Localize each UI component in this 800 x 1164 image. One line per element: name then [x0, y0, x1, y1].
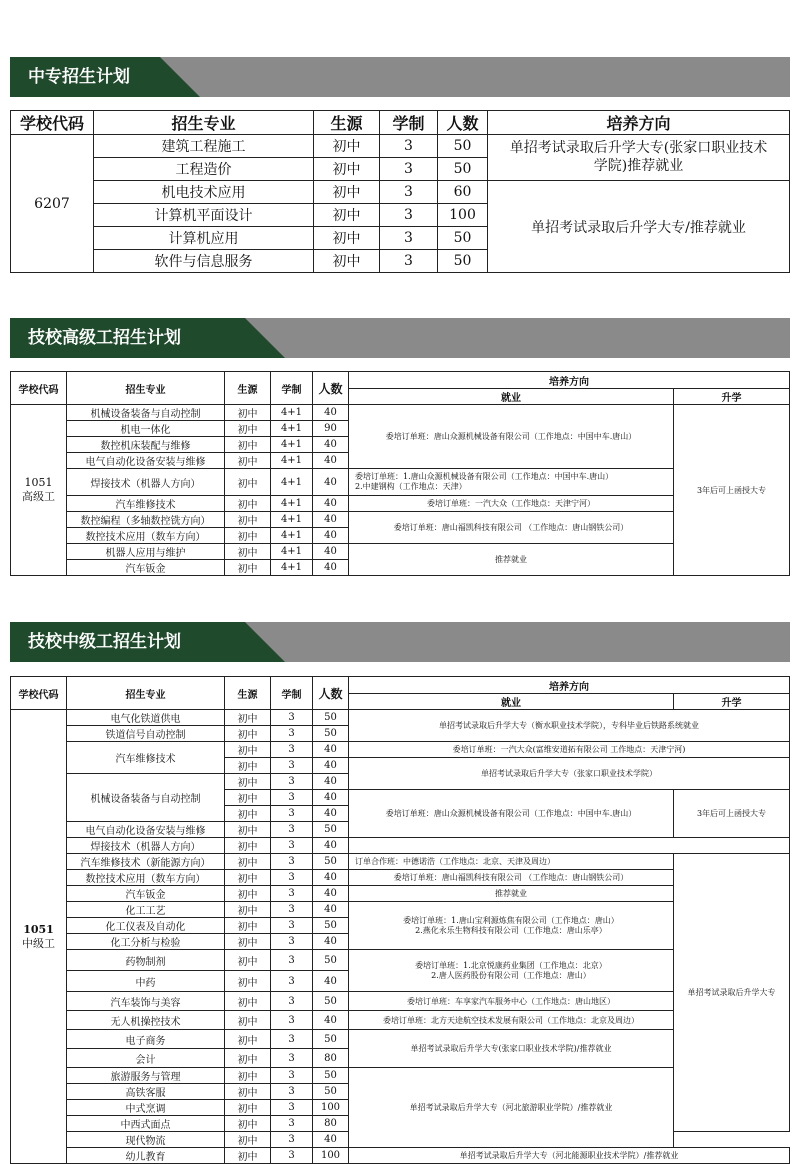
table-cell: 3: [271, 1100, 313, 1116]
table-cell: 3: [271, 726, 313, 742]
table-cell: 初中: [225, 421, 271, 437]
table-cell: 汽车装饰与美容: [67, 992, 225, 1011]
table-cell: 3: [380, 135, 438, 158]
table-cell: 旅游服务与管理: [67, 1068, 225, 1084]
col-further: 升学: [674, 694, 790, 710]
table-cell: 90: [313, 421, 349, 437]
table-cell: 40: [313, 742, 349, 758]
table-cell: 40: [313, 1011, 349, 1030]
table-cell: 60: [438, 181, 488, 204]
table-cell: 3: [271, 992, 313, 1011]
table-cell: 中式烹调: [67, 1100, 225, 1116]
table-cell: 会计: [67, 1049, 225, 1068]
table-cell: 初中: [225, 1132, 271, 1148]
table-cell: 3: [271, 1068, 313, 1084]
col-years: 学制: [271, 677, 313, 710]
col-direction: 培养方向: [349, 372, 790, 389]
table-cell: 40: [313, 560, 349, 576]
col-source: 生源: [225, 372, 271, 405]
table-cell: 50: [438, 250, 488, 273]
table-cell: 3: [271, 822, 313, 838]
table-cell: 40: [313, 544, 349, 560]
table-cell: 40: [313, 1132, 349, 1148]
table-cell: 电气化铁道供电: [67, 710, 225, 726]
table-cell: 3: [271, 918, 313, 934]
table-cell: 3: [271, 971, 313, 992]
table-cell: 3: [271, 1030, 313, 1049]
table-cell: 40: [313, 469, 349, 496]
table-cell: 初中: [314, 135, 380, 158]
table-cell: 40: [313, 528, 349, 544]
gaojigong-table: [10, 371, 790, 576]
table-cell: 3: [271, 710, 313, 726]
table-cell: 初中: [225, 453, 271, 469]
table-cell: 40: [313, 453, 349, 469]
table-cell: 4+1: [271, 560, 313, 576]
table-cell: 50: [313, 992, 349, 1011]
table-cell: 50: [313, 710, 349, 726]
table-cell: 初中: [225, 971, 271, 992]
table-cell: 现代物流: [67, 1132, 225, 1148]
table-cell: 幼儿教育: [67, 1148, 225, 1164]
section-banner-2: [10, 318, 790, 358]
table-cell: 机器人应用与维护: [67, 544, 225, 560]
table-cell: 机械设备装备与自动控制: [67, 405, 225, 421]
table-cell: 初中: [314, 181, 380, 204]
further-cell: 3年后可上函授大专: [674, 405, 790, 576]
col-years: 学制: [271, 372, 313, 405]
table-cell: 初中: [225, 710, 271, 726]
table-cell: 初中: [314, 204, 380, 227]
table-cell: 机电一体化: [67, 421, 225, 437]
table-cell: 3: [271, 1148, 313, 1164]
direction-cell: 单招考试录取后升学大专/推荐就业: [488, 181, 790, 273]
table-cell: 4+1: [271, 421, 313, 437]
table-cell: 3: [380, 158, 438, 181]
table-cell: 无人机操控技术: [67, 1011, 225, 1030]
table-cell: 化工仪表及自动化: [67, 918, 225, 934]
school-code: 1051 高级工: [11, 405, 67, 576]
table-cell: 3: [271, 742, 313, 758]
employment-cell: 委培订单班：唐山众源机械设备有限公司（工作地点：中国中车.唐山）: [349, 790, 674, 838]
col-major: 招生专业: [67, 677, 225, 710]
table-cell: 80: [313, 1049, 349, 1068]
school-code: 1051 中级工: [11, 710, 67, 1164]
table-cell: 初中: [225, 870, 271, 886]
table-cell: 40: [313, 512, 349, 528]
employment-cell: 委培订单班：1.唐山众源机械设备有限公司（工作地点：中国中车.唐山） 2.中建钢构（工作地点：天津）: [349, 469, 674, 496]
table-cell: 40: [313, 934, 349, 950]
table-cell: 40: [313, 790, 349, 806]
table-cell: 建筑工程施工: [94, 135, 314, 158]
table-cell: 3: [271, 790, 313, 806]
table-cell: 化工分析与检验: [67, 934, 225, 950]
table-cell: 初中: [225, 726, 271, 742]
table-cell: 3: [271, 1116, 313, 1132]
table-cell: 80: [313, 1116, 349, 1132]
table-cell: 3: [271, 950, 313, 971]
direction-cell: 委培订单班：一汽大众(富维安道拓有限公司 工作地点：天津宁河): [349, 742, 790, 758]
table-cell: 4+1: [271, 453, 313, 469]
table-cell: 初中: [225, 742, 271, 758]
direction-cell: [349, 838, 790, 854]
table-cell: 初中: [225, 902, 271, 918]
col-employment: 就业: [349, 694, 674, 710]
table-cell: 3: [271, 758, 313, 774]
col-school-code: 学校代码: [11, 372, 67, 405]
table-cell: 40: [313, 902, 349, 918]
table-cell: 3: [271, 1049, 313, 1068]
table-cell: 3: [271, 870, 313, 886]
table-cell: 3: [271, 1132, 313, 1148]
table-cell: 汽车钣金: [67, 560, 225, 576]
col-count: 人数: [438, 111, 488, 135]
col-source: 生源: [225, 677, 271, 710]
table-cell: 初中: [225, 544, 271, 560]
employment-cell: 单招考试录取后升学大专(张家口职业技术学院)/推荐就业: [349, 1030, 674, 1068]
table-cell: 4+1: [271, 528, 313, 544]
employment-cell: 推荐就业: [349, 544, 674, 576]
table-cell: 40: [313, 437, 349, 453]
table-cell: 数控技术应用（数车方向）: [67, 528, 225, 544]
employment-cell: 委培订单班：1.唐山宝利源炼焦有限公司（工作地点：唐山） 2.燕化永乐生物科技有限公司（工作地点：唐山乐亭）: [349, 902, 674, 950]
table-cell: 电子商务: [67, 1030, 225, 1049]
employment-cell: 委培订单班：唐山福凯科技有限公司 （工作地点：唐山钢铁公司）: [349, 870, 674, 886]
table-cell: 初中: [225, 1100, 271, 1116]
table-cell: 数控机床装配与维修: [67, 437, 225, 453]
section-banner-1: [10, 57, 790, 97]
employment-cell: 委培订单班：1.北京悦康药业集团（工作地点：北京） 2.唐人医药股份有限公司（工作地点：唐山）: [349, 950, 674, 992]
employment-cell: 委培订单班：唐山众源机械设备有限公司（工作地点：中国中车.唐山）: [349, 405, 674, 469]
table-cell: 40: [313, 758, 349, 774]
table-cell: 初中: [225, 1148, 271, 1164]
table-cell: 初中: [225, 1049, 271, 1068]
table-cell: 药物制剂: [67, 950, 225, 971]
col-count: 人数: [313, 372, 349, 405]
table-cell: 工程造价: [94, 158, 314, 181]
employment-cell: 推荐就业: [349, 886, 674, 902]
table-cell: 初中: [225, 790, 271, 806]
zhongzhuan-table: [10, 110, 790, 273]
table-cell: 中药: [67, 971, 225, 992]
table-cell: 50: [438, 135, 488, 158]
employment-cell: 委培订单班：一汽大众（工作地点：天津宁河）: [349, 496, 674, 512]
table-cell: 4+1: [271, 469, 313, 496]
table-cell: 中西式面点: [67, 1116, 225, 1132]
table-cell: 初中: [225, 528, 271, 544]
table-cell: 初中: [225, 854, 271, 870]
table-cell: 50: [313, 950, 349, 971]
table-cell: 50: [313, 1084, 349, 1100]
col-direction: 培养方向: [349, 677, 790, 694]
table-cell: 初中: [225, 1084, 271, 1100]
further-cell: 单招考试录取后升学大专: [674, 854, 790, 1132]
table-cell: 40: [313, 838, 349, 854]
table-cell: 汽车维修技术（新能源方向）: [67, 854, 225, 870]
table-cell: 初中: [314, 158, 380, 181]
table-cell: 50: [313, 1030, 349, 1049]
direction-cell: 单招考试录取后升学大专（河北能源职业技术学院）/推荐就业: [349, 1148, 790, 1164]
table-cell: 50: [313, 854, 349, 870]
table-cell: 初中: [225, 950, 271, 971]
table-cell: 50: [313, 822, 349, 838]
table-cell: 初中: [225, 806, 271, 822]
col-source: 生源: [314, 111, 380, 135]
table-cell: 初中: [225, 405, 271, 421]
table-cell: 初中: [225, 560, 271, 576]
table-cell: 3: [380, 250, 438, 273]
table-cell: 3: [271, 934, 313, 950]
table-cell: 初中: [225, 1068, 271, 1084]
table-cell: 初中: [225, 934, 271, 950]
col-major: 招生专业: [67, 372, 225, 405]
table-cell: 数控技术应用（数车方向）: [67, 870, 225, 886]
col-further: 升学: [674, 389, 790, 405]
col-count: 人数: [313, 677, 349, 710]
table-cell: 初中: [225, 469, 271, 496]
table-cell: 3: [380, 204, 438, 227]
col-years: 学制: [380, 111, 438, 135]
direction-cell: 单招考试录取后升学大专（张家口职业技术学院）: [349, 758, 790, 790]
table-cell: 高铁客服: [67, 1084, 225, 1100]
table-cell: 4+1: [271, 496, 313, 512]
employment-cell: 单招考试录取后升学大专（河北旅游职业学院）/推荐就业: [349, 1068, 674, 1148]
table-cell: 3: [380, 181, 438, 204]
further-cell: 3年后可上函授大专: [674, 790, 790, 838]
employment-cell: 委培订单班：车享家汽车服务中心（工作地点：唐山地区）: [349, 992, 674, 1011]
table-cell: 3: [271, 1084, 313, 1100]
table-cell: 初中: [225, 918, 271, 934]
table-cell: 初中: [225, 1011, 271, 1030]
table-cell: 50: [313, 726, 349, 742]
col-school-code: 学校代码: [11, 677, 67, 710]
table-cell: 4+1: [271, 405, 313, 421]
table-cell: 初中: [314, 227, 380, 250]
table-cell: 100: [313, 1148, 349, 1164]
table-cell: 计算机平面设计: [94, 204, 314, 227]
table-cell: 3: [380, 227, 438, 250]
table-cell: 初中: [225, 512, 271, 528]
section-title-3: 技校中级工招生计划: [28, 632, 181, 652]
table-cell: 40: [313, 774, 349, 790]
table-cell: 40: [313, 971, 349, 992]
table-cell: 40: [313, 496, 349, 512]
table-cell: 3: [271, 838, 313, 854]
table-cell: 100: [438, 204, 488, 227]
table-cell: 100: [313, 1100, 349, 1116]
table-cell: 数控编程（多轴数控铣方向）: [67, 512, 225, 528]
table-cell: 3: [271, 774, 313, 790]
table-cell: 电气自动化设备安装与维修: [67, 822, 225, 838]
table-cell: 汽车维修技术: [67, 496, 225, 512]
table-cell: 40: [313, 806, 349, 822]
direction-cell: 单招考试录取后升学大专(张家口职业技术学院)推荐就业: [488, 135, 790, 181]
col-major: 招生专业: [94, 111, 314, 135]
table-cell: 初中: [225, 437, 271, 453]
section-title-1: 中专招生计划: [28, 67, 130, 87]
table-cell: 50: [313, 1068, 349, 1084]
col-direction: 培养方向: [488, 111, 790, 135]
table-cell: 初中: [314, 250, 380, 273]
table-cell: 3: [271, 902, 313, 918]
table-cell: 50: [313, 918, 349, 934]
employment-cell: 委培订单班：北方天途航空技术发展有限公司（工作地点：北京及周边）: [349, 1011, 674, 1030]
table-cell: 4+1: [271, 437, 313, 453]
table-cell: 焊接技术（机器人方向）: [67, 838, 225, 854]
direction-cell: 单招考试录取后升学大专（衡水职业技术学院），专科毕业后铁路系统就业: [349, 710, 790, 742]
table-cell: 焊接技术（机器人方向）: [67, 469, 225, 496]
table-cell: 初中: [225, 992, 271, 1011]
table-cell: 初中: [225, 886, 271, 902]
table-cell: 初中: [225, 496, 271, 512]
table-cell: 初中: [225, 758, 271, 774]
table-cell: 4+1: [271, 512, 313, 528]
section-title-2: 技校高级工招生计划: [28, 328, 181, 348]
table-cell: 3: [271, 854, 313, 870]
table-cell: 40: [313, 886, 349, 902]
section-banner-3: [10, 622, 790, 662]
zhongjigong-table: [10, 676, 790, 1164]
table-cell: 50: [438, 227, 488, 250]
col-school-code: 学校代码: [11, 111, 94, 135]
table-cell: 初中: [225, 1116, 271, 1132]
table-cell: 初中: [225, 838, 271, 854]
table-cell: 初中: [225, 774, 271, 790]
table-cell: 初中: [225, 1030, 271, 1049]
table-cell: 3: [271, 1011, 313, 1030]
table-cell: 汽车维修技术: [67, 742, 225, 774]
employment-cell: 订单合作班：中德诺浩（工作地点：北京、天津及周边）: [349, 854, 674, 870]
col-employment: 就业: [349, 389, 674, 405]
school-code: 6207: [11, 135, 94, 273]
table-cell: 铁道信号自动控制: [67, 726, 225, 742]
table-cell: 机电技术应用: [94, 181, 314, 204]
table-cell: 化工工艺: [67, 902, 225, 918]
employment-cell: 委培订单班：唐山福凯科技有限公司 （工作地点：唐山钢铁公司）: [349, 512, 674, 544]
table-cell: 3: [271, 886, 313, 902]
table-cell: 电气自动化设备安装与维修: [67, 453, 225, 469]
table-cell: 汽车钣金: [67, 886, 225, 902]
table-cell: 50: [438, 158, 488, 181]
table-cell: 4+1: [271, 544, 313, 560]
table-cell: 初中: [225, 822, 271, 838]
table-cell: 3: [271, 806, 313, 822]
table-cell: 机械设备装备与自动控制: [67, 774, 225, 822]
table-cell: 40: [313, 405, 349, 421]
table-cell: 计算机应用: [94, 227, 314, 250]
table-cell: 40: [313, 870, 349, 886]
table-cell: 软件与信息服务: [94, 250, 314, 273]
